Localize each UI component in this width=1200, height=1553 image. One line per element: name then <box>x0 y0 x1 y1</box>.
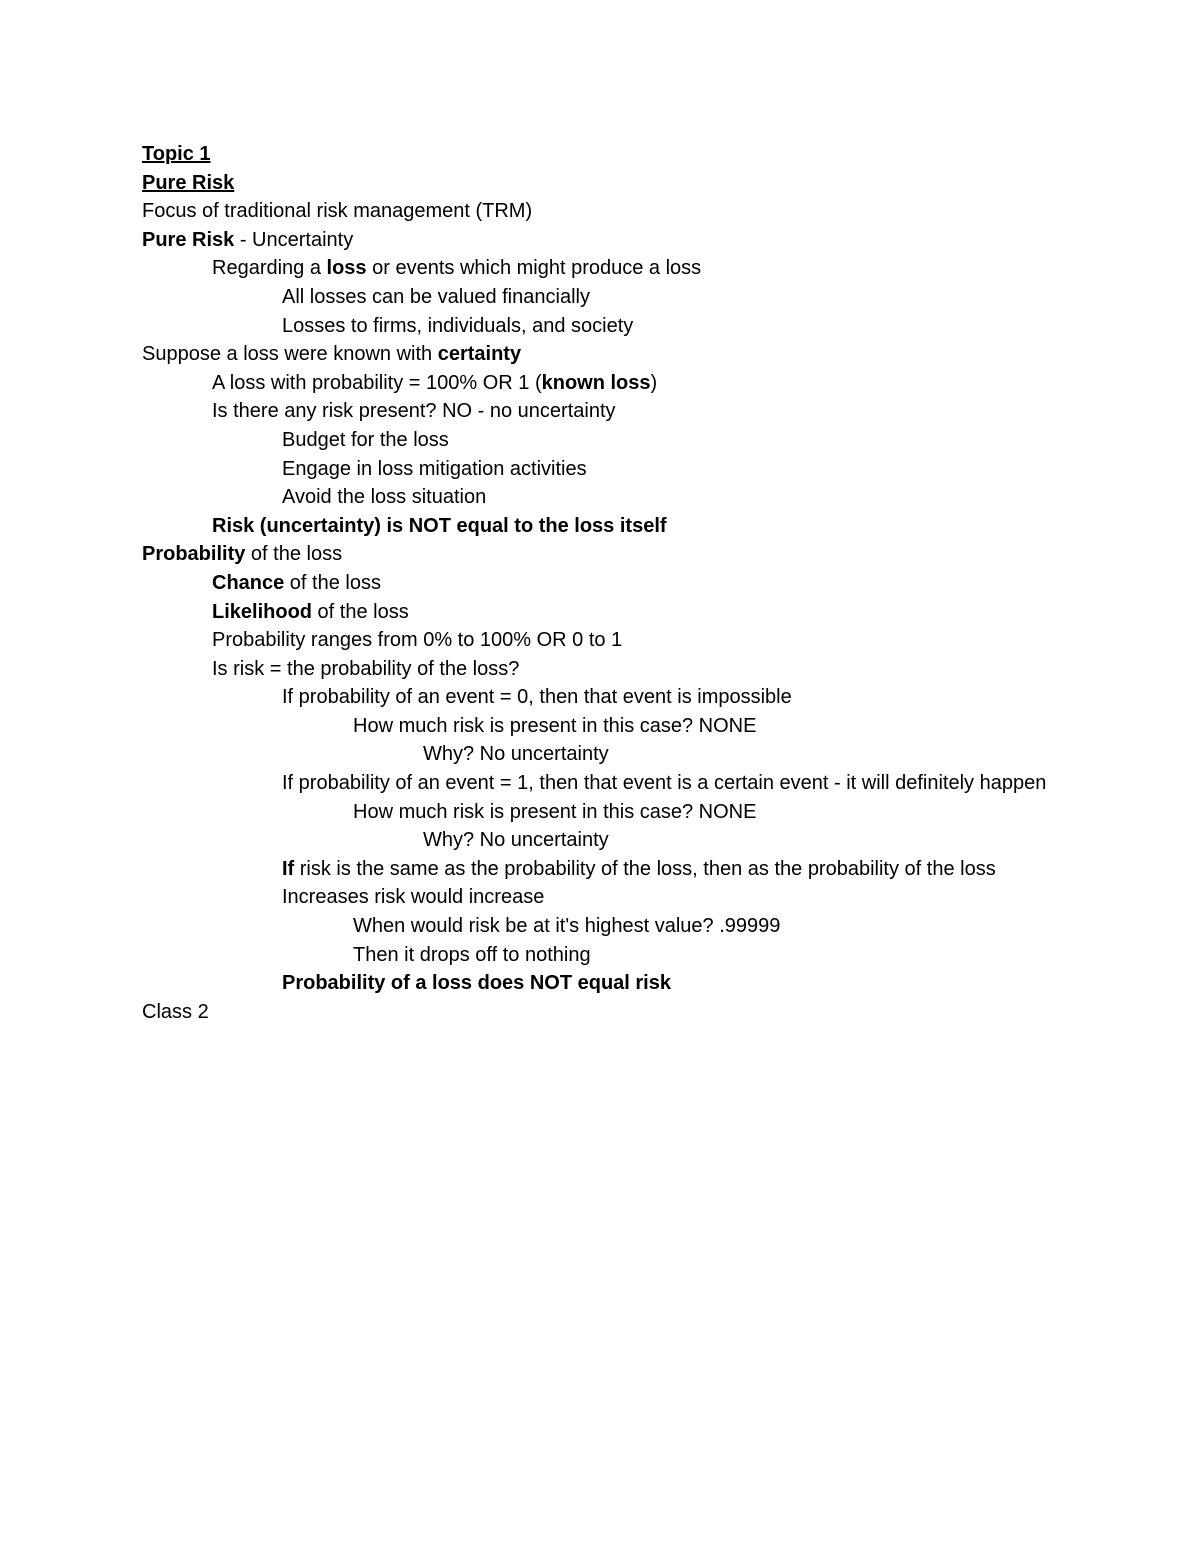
bold-term: Pure Risk <box>142 228 235 251</box>
text-line: If risk is the same as the probability of the loss, then as the probability of the loss Increases risk would increase <box>282 857 996 909</box>
bold-term: Likelihood <box>212 600 312 623</box>
bold-term: loss <box>326 257 367 280</box>
text-line: Chance of the loss <box>212 571 381 594</box>
text-line: How much risk is present in this case? NONE <box>353 800 757 823</box>
text-line: Focus of traditional risk management (TRM) <box>142 200 533 223</box>
text-line: Engage in loss mitigation activities <box>282 457 587 480</box>
text-line: Probability of the loss <box>142 543 343 566</box>
bold-statement: Probability of a loss does NOT equal risk <box>282 972 671 995</box>
text-line: When would risk be at it's highest value? .99999 <box>353 915 781 938</box>
text-line: Likelihood of the loss <box>212 600 409 623</box>
topic-heading: Topic 1 <box>142 143 211 165</box>
text-line: Why? No uncertainty <box>423 829 609 852</box>
bold-term: If <box>282 857 295 880</box>
text-line <box>142 512 1072 541</box>
bold-term: certainty <box>437 343 522 366</box>
bold-term: Probability <box>142 543 246 566</box>
text-line: Then it drops off to nothing <box>353 943 591 966</box>
text-line: A loss with probability = 100% OR 1 (known loss) <box>212 371 658 394</box>
text-line: Is there any risk present? NO - no uncertainty <box>212 400 616 423</box>
text-line: Pure Risk - Uncertainty <box>142 228 354 251</box>
text-line: Losses to firms, individuals, and society <box>282 314 634 337</box>
text-line: If probability of an event = 0, then that event is impossible <box>282 686 792 709</box>
text-line: Why? No uncertainty <box>423 743 609 766</box>
text-line: All losses can be valued financially <box>282 285 590 308</box>
text-line: Suppose a loss were known with certainty <box>142 343 522 366</box>
section-heading: Pure Risk <box>142 171 235 194</box>
text-line: Probability ranges from 0% to 100% OR 0 to 1 <box>212 629 623 652</box>
text-line: How much risk is present in this case? NONE <box>353 714 757 737</box>
bold-statement: Risk (uncertainty) is NOT equal to the loss itself <box>212 514 667 537</box>
text-line: Budget for the loss <box>282 428 449 451</box>
text-line: Avoid the loss situation <box>282 486 487 509</box>
document-body <box>142 140 1072 1026</box>
text-line <box>142 969 1072 998</box>
text-line: If probability of an event = 1, then that event is a certain event - it will definitely happen <box>282 772 1047 795</box>
text-line: Class 2 <box>142 1000 209 1023</box>
bold-term: Chance <box>212 571 285 594</box>
bold-term: known loss <box>541 371 651 394</box>
text-line: Regarding a loss or events which might produce a loss <box>212 257 702 280</box>
text-line: Is risk = the probability of the loss? <box>212 657 520 680</box>
